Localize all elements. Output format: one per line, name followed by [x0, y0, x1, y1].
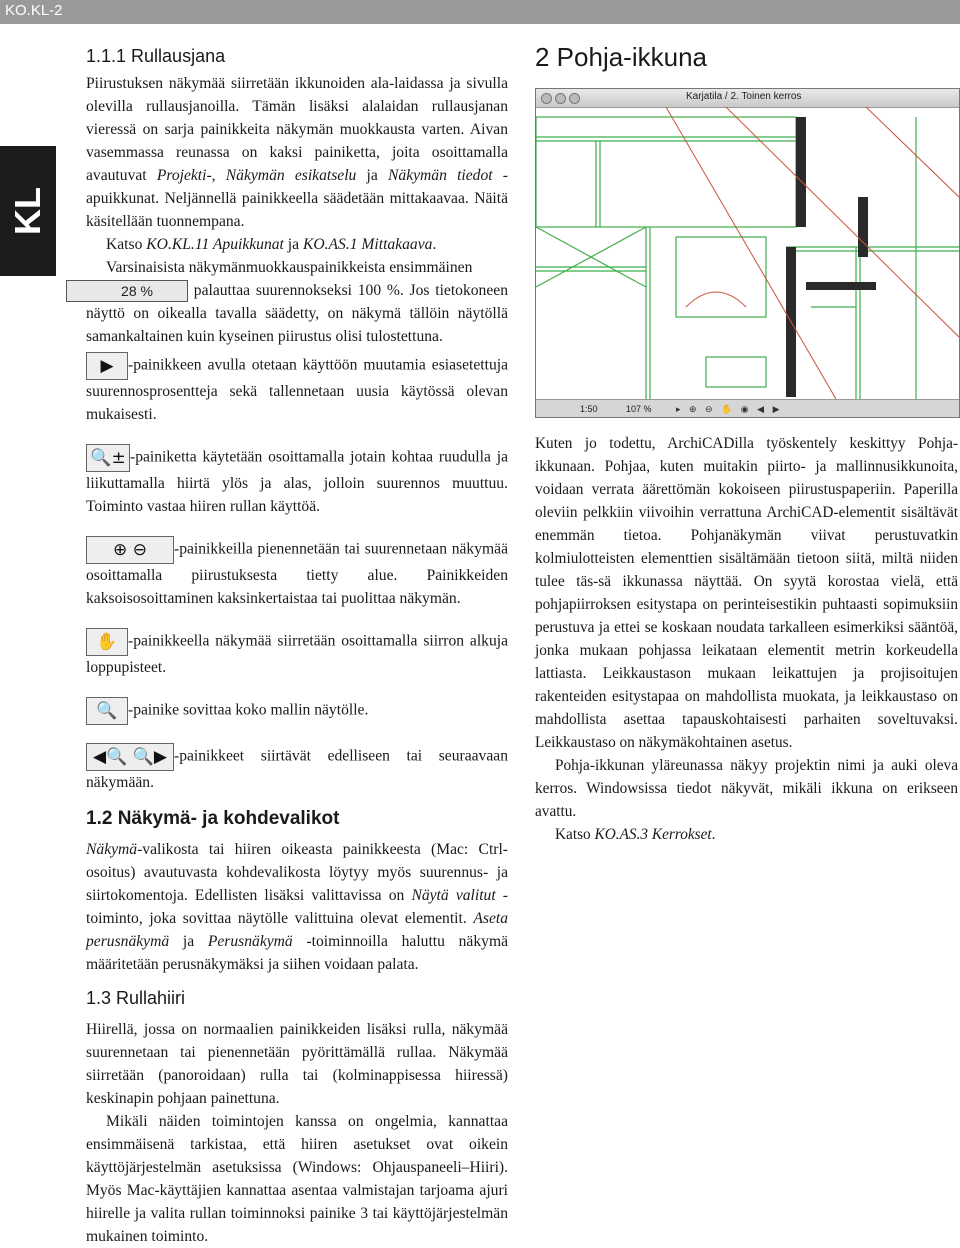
plan-door-arc — [686, 292, 746, 307]
plan-room-outline — [536, 117, 796, 227]
close-window-icon[interactable] — [541, 93, 552, 104]
icon-explanations — [86, 352, 508, 794]
zoom-percent-button[interactable]: 28 % — [66, 280, 188, 302]
prev-next-view-icon[interactable]: ◀🔍 🔍▶ — [86, 743, 174, 771]
navigation-buttons-icon[interactable]: ▸ ⊕ ⊖ ✋ ◉ ◀ ▶ — [676, 404, 783, 414]
minimize-window-icon[interactable] — [555, 93, 566, 104]
zoom-readout[interactable]: 107 % — [626, 404, 652, 414]
section-side-tab — [0, 146, 56, 276]
zoom-in-out-icon[interactable]: ⊕ ⊖ — [86, 536, 174, 564]
heading-2-pohja-ikkuna: 2 Pohja-ikkuna — [535, 42, 707, 72]
icon-paragraph-zoom-in-out: ⊕ ⊖ -painikkeilla pienennetään tai suurennetaan näkymää osoittamalla piirustuksesta tietty alue. Painikkeiden kaksoisosoittaminen kaksinkertaistaa tai puolittaa näkymän. — [86, 536, 508, 610]
side-tab-label: KL — [7, 187, 48, 235]
floor-plan-drawing — [536, 107, 959, 399]
page-header-bar — [0, 0, 960, 24]
window-status-bar — [536, 399, 959, 418]
paragraph-rullahiiri-2: Mikäli näiden toimintojen kanssa on ongelmia, kannattaa ensimmäisenä tarkistaa, että hiiren asetukset ovat oikein käyttöjärjestelmän asetuksissa (Windows: Ohjauspaneeli–Hiiri). Myös Mac-käyttäjien kannattaa asentaa valmistajan tarjoama ajuri hiirelle ja valita rullan toiminnoksi painike 3 tai käyttöjärjestelmän mukainen toiminto. — [86, 1113, 508, 1245]
heading-1-3: 1.3 Rullahiiri — [86, 988, 186, 1008]
heading-1-1-1: 1.1.1 Rullausjana — [86, 46, 226, 66]
section-1-1-1 — [86, 44, 508, 348]
scale-readout[interactable]: 1:50 — [580, 404, 598, 414]
paragraph-pohja-2: Pohja-ikkunan yläreunassa näkyy projektin nimi ja auki oleva kerros. Windowsissa tiedot näkyvät, mikäli ikkuna on erikseen avattu. — [535, 757, 958, 820]
reference-line: Katso KO.KL.11 Apuikkunat ja KO.AS.1 Mittakaava. — [106, 236, 437, 253]
window-titlebar — [536, 89, 959, 108]
paragraph-valikot: Näkymä-valikosta tai hiiren oikeasta painikkeesta (Mac: Ctrl-osoitus) avautuvasta kohdevalikosta löytyy myös suurennus- ja siirtokomentoja. Edellisten lisäksi valittavissa on Näytä valitut -toiminto, joka sovittaa näytölle valittuina olevat elementit. Aseta perusnäkymä ja Perusnäkymä -toiminnoilla haluttu näkymä määritetään perusnäkymäksi ja siihen voidaan palata. — [86, 841, 509, 973]
fit-in-window-icon[interactable]: 🔍 — [86, 697, 128, 725]
section-1-2 — [86, 806, 508, 976]
zoom-drag-icon[interactable]: 🔍± — [86, 444, 130, 472]
zoom-presets-arrow-icon[interactable]: ▶ — [86, 352, 128, 380]
paragraph-rullausjana: Piirustuksen näkymää siirretään ikkunoiden ala-laidassa ja sivulla olevilla rullausjanoilla. Tämän lisäksi alalaidan rullausjanan vieressä on sarja painikkeita näkymän muokkausta varten. Aivan vasemmassa reunassa on kaksi painiketta, joita osoittamalla avautuvat Projekti-, Näkymän esikatselu ja Näkymän tiedot -apuikkunat. Neljännellä painikkeella säädetään mittakaavaa. Näitä käsitellään tuonnempana. — [86, 75, 508, 230]
section-2-text — [535, 432, 958, 846]
floor-plan-screenshot — [535, 88, 960, 418]
paragraph-pohja-1: Kuten jo todettu, ArchiCADilla työskentely keskittyy Pohja-ikkunaan. Pohjaa, kuten muitakin piirto- ja mallinnusikkunoita, voidaan verrata äärettömän kokoiseen piirustuspaperiin. Paperilla oleviin pelkkiin viivoihin verrattuna ArchiCAD-elementit sisältävät enemmän tietoa. Pohjanäkymän viivat perustuvatkin kolmiulotteisten elementtien sisältämään tietoon siitä, miltä niiden tulee täs-sä ikkunassa näyttää. On syytä korostaa vielä, että pohjapiirroksen esitystapa on perinteisestikin puhtaasti sopimuksiin perustuva ja ettei se koskaan noudata tarkalleen esimerkiksi sääntöä, jonka mukaan pohjassa leikataan elementit metrin korkeudella lattiasta. Leikkaustason mukaan leikattujen ja projisoitujen rakenteiden esitystapaa on mahdollista muokata, ja leikkaustaso on mahdollista asettaa tapauskohtaisesti parhaiten soveltuvaksi. Leikkaustaso on näkymäkohtainen asetus. — [535, 435, 958, 751]
icon-paragraph-fit: 🔍 -painike sovittaa koko mallin näytölle. — [86, 697, 508, 725]
pan-hand-icon[interactable]: ✋ — [86, 628, 128, 656]
icon-paragraph-prev-next: ◀🔍 🔍▶ -painikkeet siirtävät edelliseen tai seuraavaan näkymään. — [86, 743, 508, 794]
heading-1-2: 1.2 Näkymä- ja kohdevalikot — [86, 808, 340, 829]
icon-paragraph-pan: ✋ -painikkeella näkymää siirretään osoittamalla siirron alkuja loppupisteet. — [86, 628, 508, 679]
page-code: KO.KL-2 — [5, 2, 63, 19]
paragraph-zoom: Varsinaisista näkymänmuokkauspainikkeista ensimmäinen 28 % palauttaa suurennokseksi 100 %. Jos tietokoneen näyttö on oikealla tavalla säädetty, on näkymä tällöin näytöllä samankaltainen kuin kyseinen piirustus olisi tulostettuna. — [86, 256, 508, 348]
window-title: Karjatila / 2. Toinen kerros — [686, 91, 802, 102]
paragraph-rullahiiri-1: Hiirellä, jossa on normaalien painikkeiden lisäksi rulla, näkymää suurennetaan tai pienennetään pyörittämällä rullaa. Näkymää siirretään (panoroidaan) rulla tai (kolminappisessa hiiressä) keskinapin pohjaan painettuna. — [86, 1021, 508, 1107]
icon-paragraph-zoom-drag: 🔍± -painiketta käytetään osoittamalla jotain kohtaa ruudulla ja liikuttamalla hiirtä ylös ja alas, jolloin suurennos muuttuu. Toiminto vastaa hiiren rullan käyttöä. — [86, 444, 508, 518]
icon-paragraph-presets: ▶ -painikkeen avulla otetaan käyttöön muutamia esiasetettuja suurennosprosentteja sekä tallennetaan uusia käytössä olevan mukaisesti. — [86, 352, 508, 426]
section-1-3 — [86, 986, 508, 1248]
plan-wall — [796, 117, 806, 227]
reference-line-right: Katso KO.AS.3 Kerrokset. — [555, 826, 716, 843]
zoom-window-icon[interactable] — [569, 93, 580, 104]
